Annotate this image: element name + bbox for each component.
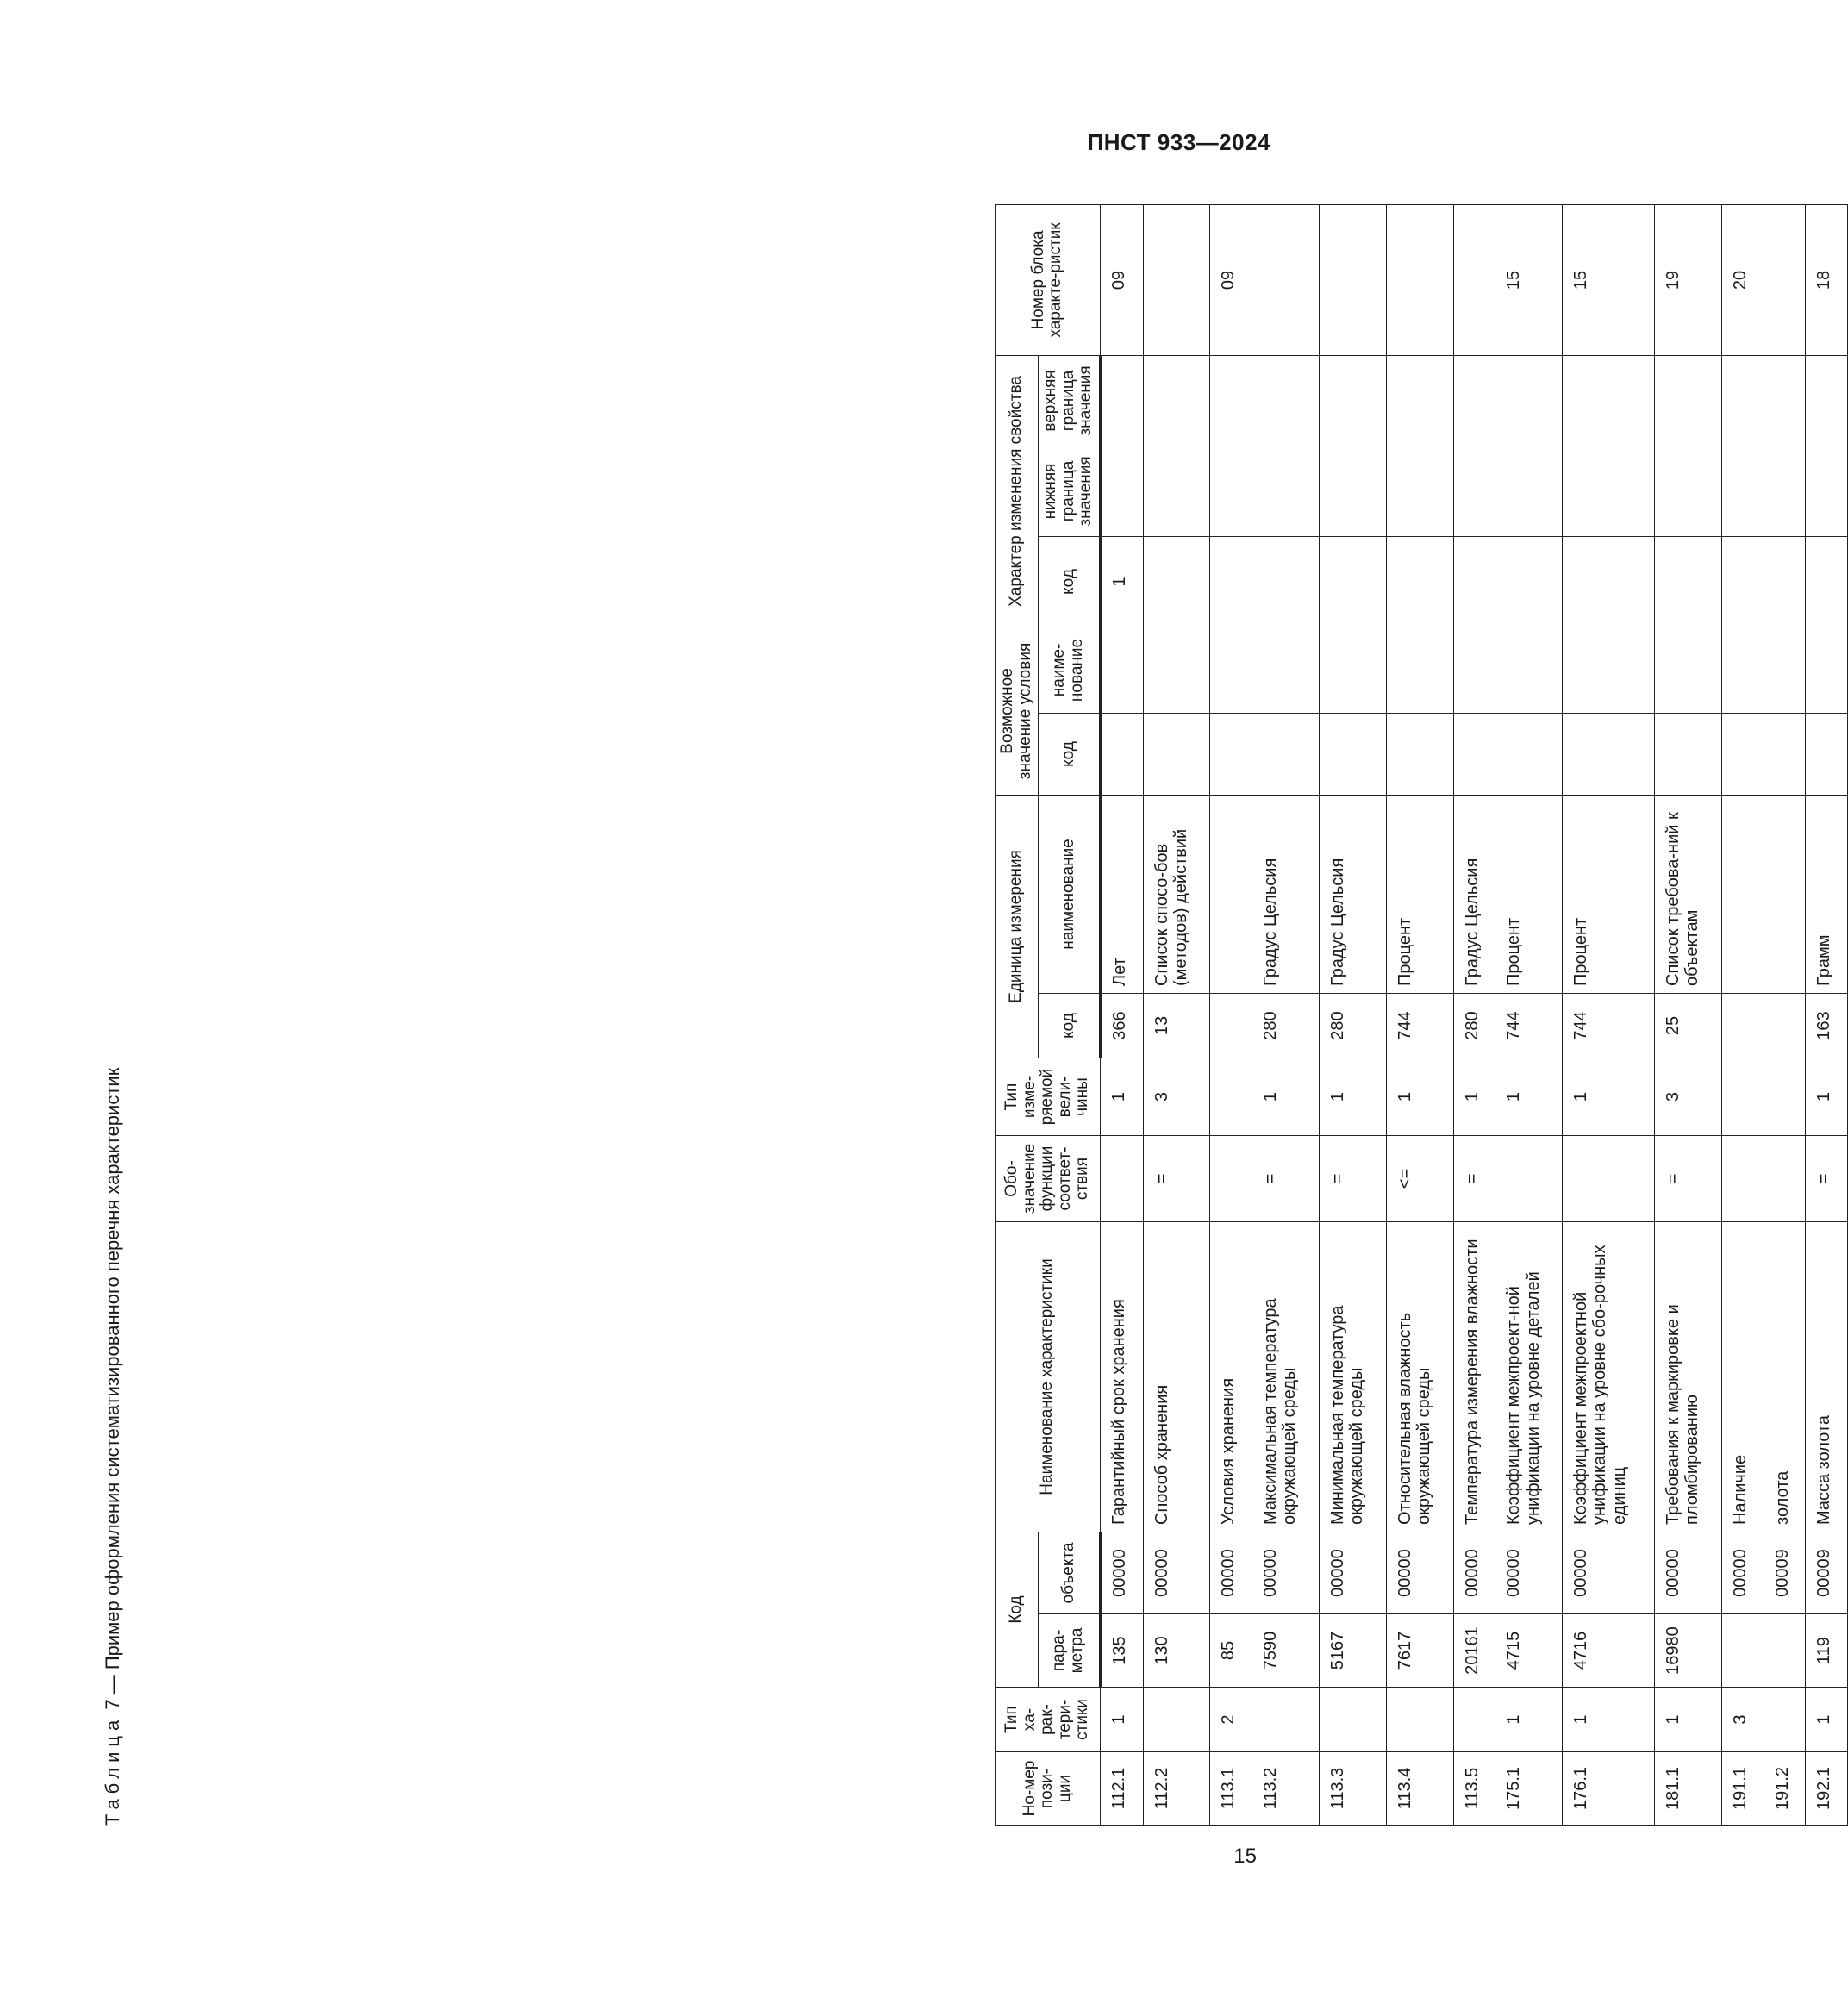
- cell-code-object: 00009: [1764, 1532, 1806, 1614]
- cell-block-number: [1764, 204, 1806, 355]
- cell-change-code: [1721, 536, 1764, 627]
- cell-code-parameter: 16980: [1655, 1614, 1722, 1688]
- cell-block-number: [1319, 204, 1386, 355]
- header-condition-group: Возможное значение условия: [996, 627, 1039, 795]
- cell-characteristic-name: Гарантийный срок хранения: [1100, 1222, 1143, 1532]
- cell-code-parameter: 135: [1100, 1614, 1143, 1688]
- header-change-upper: верхняя граница значения: [1039, 355, 1101, 446]
- cell-unit-name: Грамм: [1806, 795, 1848, 993]
- cell-condition-code: [1319, 713, 1386, 795]
- document-id: ПНСТ 933—2024: [1087, 129, 1270, 155]
- cell-unit-code: 744: [1495, 994, 1563, 1058]
- cell-change-upper: [1100, 355, 1143, 446]
- cell-condition-name: [1319, 627, 1386, 713]
- cell-condition-code: [1764, 713, 1806, 795]
- cell-condition-name: [1143, 627, 1210, 713]
- cell-code-parameter: 20161: [1453, 1614, 1495, 1688]
- table-caption-label: Таблица: [102, 1714, 123, 1826]
- cell-change-lower: [1806, 446, 1848, 536]
- cell-code-parameter: 119: [1806, 1614, 1848, 1688]
- cell-unit-name: Процент: [1563, 795, 1655, 993]
- cell-characteristic-type: 1: [1100, 1688, 1143, 1752]
- cell-condition-name: [1100, 627, 1143, 713]
- cell-measured-value-type: 1: [1453, 1058, 1495, 1136]
- table-row: [1806, 204, 1848, 1825]
- cell-characteristic-type: 1: [1495, 1688, 1563, 1752]
- cell-change-upper: [1210, 355, 1252, 446]
- cell-unit-code: 280: [1319, 994, 1386, 1058]
- cell-function-designation: [1563, 1136, 1655, 1222]
- cell-condition-code: [1210, 713, 1252, 795]
- cell-unit-name: Процент: [1495, 795, 1563, 993]
- cell-change-lower: [1563, 446, 1655, 536]
- cell-change-code: [1655, 536, 1722, 627]
- cell-characteristic-type: 1: [1655, 1688, 1722, 1752]
- cell-code-object: 00000: [1143, 1532, 1210, 1614]
- cell-unit-name: Список спосо-бов (методов) действий: [1143, 795, 1210, 993]
- cell-function-designation: =: [1143, 1136, 1210, 1222]
- cell-condition-code: [1563, 713, 1655, 795]
- cell-code-parameter: 5167: [1319, 1614, 1386, 1688]
- cell-measured-value-type: 1: [1386, 1058, 1453, 1136]
- cell-condition-code: [1143, 713, 1210, 795]
- cell-change-lower: [1764, 446, 1806, 536]
- cell-change-upper: [1721, 355, 1764, 446]
- cell-block-number: 15: [1495, 204, 1563, 355]
- cell-characteristic-type: [1453, 1688, 1495, 1752]
- cell-condition-name: [1764, 627, 1806, 713]
- cell-unit-code: 13: [1143, 994, 1210, 1058]
- cell-condition-name: [1210, 627, 1252, 713]
- cell-measured-value-type: [1210, 1058, 1252, 1136]
- header-unit-code: код: [1039, 994, 1101, 1058]
- characteristics-table: [995, 204, 1848, 1826]
- cell-code-object: 00000: [1319, 1532, 1386, 1614]
- cell-unit-name: Лет: [1100, 795, 1143, 993]
- cell-function-designation: =: [1319, 1136, 1386, 1222]
- header-change-lower: нижняя граница значения: [1039, 446, 1101, 536]
- cell-change-upper: [1495, 355, 1563, 446]
- cell-code-parameter: 7617: [1386, 1614, 1453, 1688]
- cell-condition-code: [1386, 713, 1453, 795]
- cell-change-upper: [1386, 355, 1453, 446]
- cell-code-parameter: 85: [1210, 1614, 1252, 1688]
- cell-function-designation: =: [1453, 1136, 1495, 1222]
- header-characteristic-name: Наименование характеристики: [996, 1222, 1101, 1532]
- cell-position-number: 112.1: [1100, 1752, 1143, 1826]
- cell-change-code: [1495, 536, 1563, 627]
- table-row: [1100, 204, 1143, 1825]
- cell-change-upper: [1143, 355, 1210, 446]
- cell-function-designation: <=: [1386, 1136, 1453, 1222]
- cell-code-object: 00000: [1453, 1532, 1495, 1614]
- cell-position-number: 112.2: [1143, 1752, 1210, 1826]
- cell-characteristic-name: золота: [1764, 1222, 1806, 1532]
- cell-characteristic-type: 1: [1563, 1688, 1655, 1752]
- table-row: [1453, 204, 1495, 1825]
- cell-unit-code: [1210, 994, 1252, 1058]
- cell-unit-code: 25: [1655, 994, 1722, 1058]
- cell-condition-name: [1495, 627, 1563, 713]
- cell-block-number: 19: [1655, 204, 1722, 355]
- cell-characteristic-type: [1319, 1688, 1386, 1752]
- cell-condition-code: [1252, 713, 1320, 795]
- cell-code-object: 00009: [1806, 1532, 1848, 1614]
- table-row: [1210, 204, 1252, 1825]
- cell-change-lower: [1210, 446, 1252, 536]
- cell-change-upper: [1563, 355, 1655, 446]
- cell-change-lower: [1252, 446, 1320, 536]
- cell-characteristic-name: Условия хранения: [1210, 1222, 1252, 1532]
- header-row-2: [1039, 204, 1101, 1825]
- cell-measured-value-type: 1: [1495, 1058, 1563, 1136]
- cell-characteristic-name: Температура измерения влажности: [1453, 1222, 1495, 1532]
- table-body: [1100, 204, 1847, 1825]
- cell-condition-name: [1806, 627, 1848, 713]
- page-number: 15: [1233, 1844, 1257, 1868]
- cell-characteristic-type: [1764, 1688, 1806, 1752]
- cell-unit-code: [1764, 994, 1806, 1058]
- cell-position-number: 191.2: [1764, 1752, 1806, 1826]
- cell-change-code: [1386, 536, 1453, 627]
- header-unit-group: Единица измерения: [996, 795, 1039, 1058]
- cell-block-number: 18: [1806, 204, 1848, 355]
- cell-change-code: [1453, 536, 1495, 627]
- cell-characteristic-name: Относительная влажность окружающей среды: [1386, 1222, 1453, 1532]
- cell-change-lower: [1100, 446, 1143, 536]
- table-row: [1143, 204, 1210, 1825]
- table-caption: [102, 1068, 124, 1826]
- cell-condition-name: [1721, 627, 1764, 713]
- cell-characteristic-type: 3: [1721, 1688, 1764, 1752]
- cell-position-number: 191.1: [1721, 1752, 1764, 1826]
- cell-characteristic-name: Масса золота: [1806, 1222, 1848, 1532]
- cell-code-parameter: 4715: [1495, 1614, 1563, 1688]
- cell-measured-value-type: 1: [1100, 1058, 1143, 1136]
- header-unit-name: наименование: [1039, 795, 1101, 993]
- cell-measured-value-type: 3: [1143, 1058, 1210, 1136]
- cell-characteristic-name: Минимальная температура окружающей среды: [1319, 1222, 1386, 1532]
- cell-block-number: 09: [1210, 204, 1252, 355]
- cell-change-code: [1210, 536, 1252, 627]
- cell-unit-name: [1721, 795, 1764, 993]
- header-function-designation: Обо-значение функции соответ-ствия: [996, 1136, 1101, 1222]
- header-measured-value-type: Тип изме-ряемой вели-чины: [996, 1058, 1101, 1136]
- cell-code-object: 00000: [1563, 1532, 1655, 1614]
- cell-change-lower: [1453, 446, 1495, 536]
- cell-code-parameter: [1764, 1614, 1806, 1688]
- cell-condition-code: [1100, 713, 1143, 795]
- table-caption-text: 7 — Пример оформления систематизированного перечня характеристик: [102, 1067, 123, 1715]
- cell-code-object: 00000: [1252, 1532, 1320, 1614]
- cell-function-designation: =: [1252, 1136, 1320, 1222]
- table-row: [1721, 204, 1764, 1825]
- cell-characteristic-type: [1143, 1688, 1210, 1752]
- cell-code-parameter: 130: [1143, 1614, 1210, 1688]
- cell-change-code: [1764, 536, 1806, 627]
- cell-measured-value-type: 3: [1655, 1058, 1722, 1136]
- cell-block-number: [1386, 204, 1453, 355]
- cell-condition-code: [1495, 713, 1563, 795]
- rotated-table-wrapper: [995, 205, 1848, 1826]
- cell-change-upper: [1764, 355, 1806, 446]
- cell-block-number: 20: [1721, 204, 1764, 355]
- cell-change-lower: [1495, 446, 1563, 536]
- cell-function-designation: [1495, 1136, 1563, 1222]
- cell-change-code: [1143, 536, 1210, 627]
- cell-measured-value-type: 1: [1319, 1058, 1386, 1136]
- header-code-parameter: пара-метра: [1039, 1614, 1101, 1688]
- cell-change-upper: [1806, 355, 1848, 446]
- cell-unit-code: [1721, 994, 1764, 1058]
- cell-measured-value-type: [1764, 1058, 1806, 1136]
- table-row: [1655, 204, 1722, 1825]
- cell-unit-code: 366: [1100, 994, 1143, 1058]
- cell-code-object: 00000: [1495, 1532, 1563, 1614]
- table-row: [1252, 204, 1320, 1825]
- cell-position-number: 113.4: [1386, 1752, 1453, 1826]
- cell-measured-value-type: 1: [1806, 1058, 1848, 1136]
- cell-block-number: [1143, 204, 1210, 355]
- cell-code-object: 00000: [1100, 1532, 1143, 1614]
- cell-change-lower: [1319, 446, 1386, 536]
- header-position-number: Но-мер пози-ции: [996, 1752, 1101, 1826]
- cell-characteristic-type: 2: [1210, 1688, 1252, 1752]
- cell-measured-value-type: 1: [1563, 1058, 1655, 1136]
- cell-position-number: 192.1: [1806, 1752, 1848, 1826]
- cell-change-lower: [1143, 446, 1210, 536]
- header-condition-name: наиме-нование: [1039, 627, 1101, 713]
- cell-measured-value-type: 1: [1252, 1058, 1320, 1136]
- cell-change-upper: [1252, 355, 1320, 446]
- cell-code-object: 00000: [1721, 1532, 1764, 1614]
- header-condition-code: код: [1039, 713, 1101, 795]
- table-row: [1386, 204, 1453, 1825]
- cell-condition-code: [1721, 713, 1764, 795]
- header-block-number: Номер блока характе-ристик: [996, 204, 1101, 355]
- cell-characteristic-name: Требования к маркировке и пломбированию: [1655, 1222, 1722, 1532]
- cell-position-number: 176.1: [1563, 1752, 1655, 1826]
- cell-characteristic-type: 1: [1806, 1688, 1848, 1752]
- cell-change-code: [1563, 536, 1655, 627]
- cell-characteristic-name: Максимальная температура окружающей среды: [1252, 1222, 1320, 1532]
- cell-change-code: 1: [1100, 536, 1143, 627]
- cell-change-lower: [1386, 446, 1453, 536]
- cell-condition-code: [1806, 713, 1848, 795]
- cell-unit-name: Градус Цельсия: [1453, 795, 1495, 993]
- cell-unit-name: [1210, 795, 1252, 993]
- cell-unit-code: 163: [1806, 994, 1848, 1058]
- cell-condition-name: [1563, 627, 1655, 713]
- cell-function-designation: [1210, 1136, 1252, 1222]
- cell-change-lower: [1655, 446, 1722, 536]
- cell-characteristic-name: Способ хранения: [1143, 1222, 1210, 1532]
- cell-block-number: 09: [1100, 204, 1143, 355]
- cell-change-code: [1252, 536, 1320, 627]
- cell-condition-name: [1252, 627, 1320, 713]
- table-header: [996, 204, 1101, 1825]
- cell-unit-name: Процент: [1386, 795, 1453, 993]
- cell-code-parameter: 4716: [1563, 1614, 1655, 1688]
- cell-code-object: 00000: [1655, 1532, 1722, 1614]
- cell-block-number: 15: [1563, 204, 1655, 355]
- cell-function-designation: [1100, 1136, 1143, 1222]
- table-row: [1764, 204, 1806, 1825]
- header-code-object: объекта: [1039, 1532, 1101, 1614]
- cell-unit-name: Градус Цельсия: [1319, 795, 1386, 993]
- cell-change-code: [1806, 536, 1848, 627]
- header-change-group: Характер изменения свойства: [996, 355, 1039, 627]
- cell-function-designation: [1721, 1136, 1764, 1222]
- cell-characteristic-name: Коэффициент межпроектной унификации на уровне сбо-рочных единиц: [1563, 1222, 1655, 1532]
- cell-condition-name: [1386, 627, 1453, 713]
- cell-measured-value-type: [1721, 1058, 1764, 1136]
- header-row-1: [996, 204, 1039, 1825]
- cell-condition-code: [1655, 713, 1722, 795]
- cell-function-designation: [1764, 1136, 1806, 1222]
- cell-condition-name: [1655, 627, 1722, 713]
- cell-unit-name: Список требова-ний к объектам: [1655, 795, 1722, 993]
- cell-unit-code: 280: [1453, 994, 1495, 1058]
- cell-condition-name: [1453, 627, 1495, 713]
- cell-position-number: 113.5: [1453, 1752, 1495, 1826]
- cell-position-number: 113.3: [1319, 1752, 1386, 1826]
- cell-condition-code: [1453, 713, 1495, 795]
- table-row: [1563, 204, 1655, 1825]
- cell-position-number: 181.1: [1655, 1752, 1722, 1826]
- cell-unit-name: Градус Цельсия: [1252, 795, 1320, 993]
- cell-unit-code: 744: [1563, 994, 1655, 1058]
- table-row: [1319, 204, 1386, 1825]
- cell-code-object: 00000: [1386, 1532, 1453, 1614]
- cell-change-upper: [1453, 355, 1495, 446]
- cell-change-lower: [1721, 446, 1764, 536]
- cell-characteristic-type: [1386, 1688, 1453, 1752]
- header-code-group: Код: [996, 1532, 1039, 1688]
- cell-block-number: [1252, 204, 1320, 355]
- header-change-code: код: [1039, 536, 1101, 627]
- cell-function-designation: =: [1806, 1136, 1848, 1222]
- cell-unit-name: [1764, 795, 1806, 993]
- cell-function-designation: =: [1655, 1136, 1722, 1222]
- header-characteristic-type: Тип ха-рак-тери-стики: [996, 1688, 1101, 1752]
- cell-unit-code: 744: [1386, 994, 1453, 1058]
- cell-change-upper: [1319, 355, 1386, 446]
- cell-code-parameter: [1721, 1614, 1764, 1688]
- cell-characteristic-name: Наличие: [1721, 1222, 1764, 1532]
- cell-characteristic-type: [1252, 1688, 1320, 1752]
- cell-position-number: 113.2: [1252, 1752, 1320, 1826]
- cell-code-parameter: 7590: [1252, 1614, 1320, 1688]
- cell-code-object: 00000: [1210, 1532, 1252, 1614]
- cell-position-number: 113.1: [1210, 1752, 1252, 1826]
- cell-change-code: [1319, 536, 1386, 627]
- cell-position-number: 175.1: [1495, 1752, 1563, 1826]
- cell-unit-code: 280: [1252, 994, 1320, 1058]
- table-row: [1495, 204, 1563, 1825]
- cell-block-number: [1453, 204, 1495, 355]
- cell-characteristic-name: Коэффициент межпроект-ной унификации на уровне деталей: [1495, 1222, 1563, 1532]
- cell-change-upper: [1655, 355, 1722, 446]
